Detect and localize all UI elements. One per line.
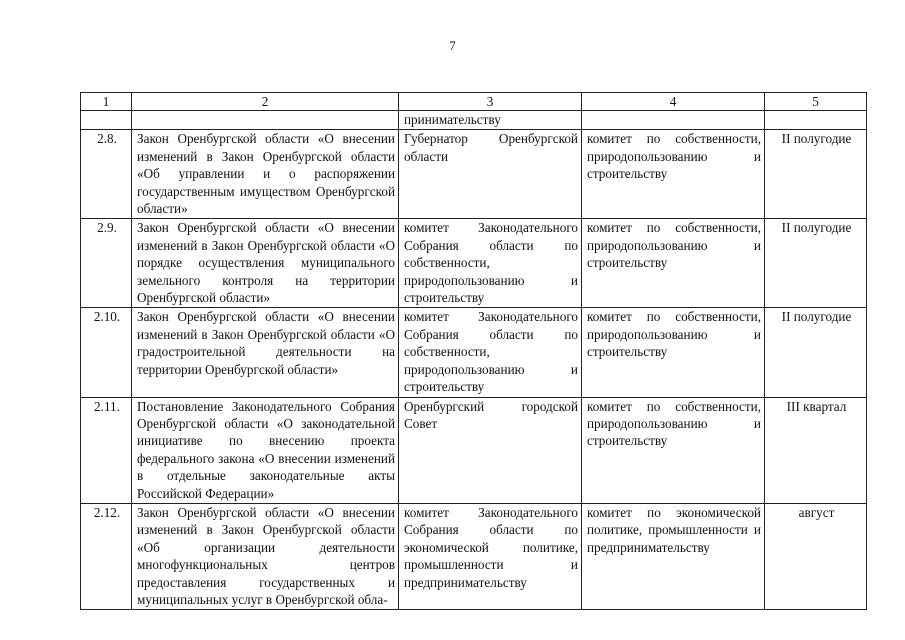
cell-empty [81, 111, 132, 130]
responsible-committee: комитет по собственности, природопользованию и строительству [582, 130, 765, 219]
cell-empty [582, 111, 765, 130]
initiator: комитет Законодательного Собрания области по экономической политике, промышленности и предпринимательству [399, 503, 582, 609]
row-number: 2.8. [81, 130, 132, 219]
deadline: II полугодие [765, 219, 867, 308]
document-title: Закон Оренбургской области «О внесении изменений в Закон Оренбургской области «О градостроительной деятельности на территории Оренбургской области» [132, 308, 399, 397]
deadline: III квартал [765, 397, 867, 503]
continuation-text: принимательству [399, 111, 582, 130]
deadline: август [765, 503, 867, 609]
column-number: 1 [81, 93, 132, 111]
deadline: II полугодие [765, 130, 867, 219]
continuation-row [81, 111, 867, 130]
document-title: Постановление Законодательного Собрания Оренбургской области «О законодательной инициативе по внесению проекта федерального закона «О внесении изменений в отдельные законодательные акты Российской Федерации» [132, 397, 399, 503]
row-number: 2.12. [81, 503, 132, 609]
initiator: Оренбургский городской Совет [399, 397, 582, 503]
column-number: 4 [582, 93, 765, 111]
column-number: 3 [399, 93, 582, 111]
row-number: 2.10. [81, 308, 132, 397]
table-row [81, 503, 867, 609]
table-row [81, 130, 867, 219]
document-title: Закон Оренбургской области «О внесении изменений в Закон Оренбургской области «О порядке осуществления муниципального земельного контроля на территории Оренбургской области» [132, 219, 399, 308]
row-number: 2.9. [81, 219, 132, 308]
row-number: 2.11. [81, 397, 132, 503]
responsible-committee: комитет по собственности, природопользованию и строительству [582, 308, 765, 397]
initiator: комитет Законодательного Собрания области по собственности, природопользованию и строительству [399, 219, 582, 308]
initiator: Губернатор Оренбургской области [399, 130, 582, 219]
responsible-committee: комитет по собственности, природопользованию и строительству [582, 397, 765, 503]
page-number: 7 [449, 38, 456, 53]
cell-empty [132, 111, 399, 130]
column-number: 5 [765, 93, 867, 111]
responsible-committee: комитет по экономической политике, промышленности и предпринимательству [582, 503, 765, 609]
responsible-committee: комитет по собственности, природопользованию и строительству [582, 219, 765, 308]
plan-table [80, 92, 867, 610]
column-number: 2 [132, 93, 399, 111]
table-row [81, 308, 867, 397]
deadline: II полугодие [765, 308, 867, 397]
table-row [81, 397, 867, 503]
initiator: комитет Законодательного Собрания области по собственности, природопользованию и строительству [399, 308, 582, 397]
table-row [81, 219, 867, 308]
document-title: Закон Оренбургской области «О внесении изменений в Закон Оренбургской области «Об управлении и о распоряжении государственным имуществом Оренбургской области» [132, 130, 399, 219]
document-title: Закон Оренбургской области «О внесении изменений в Закон Оренбургской области «Об организации деятельности многофункциональных центров предоставления государственных и муниципальных услуг в Оренбургской обла- [132, 503, 399, 609]
column-number-row [81, 93, 867, 111]
cell-empty [765, 111, 867, 130]
